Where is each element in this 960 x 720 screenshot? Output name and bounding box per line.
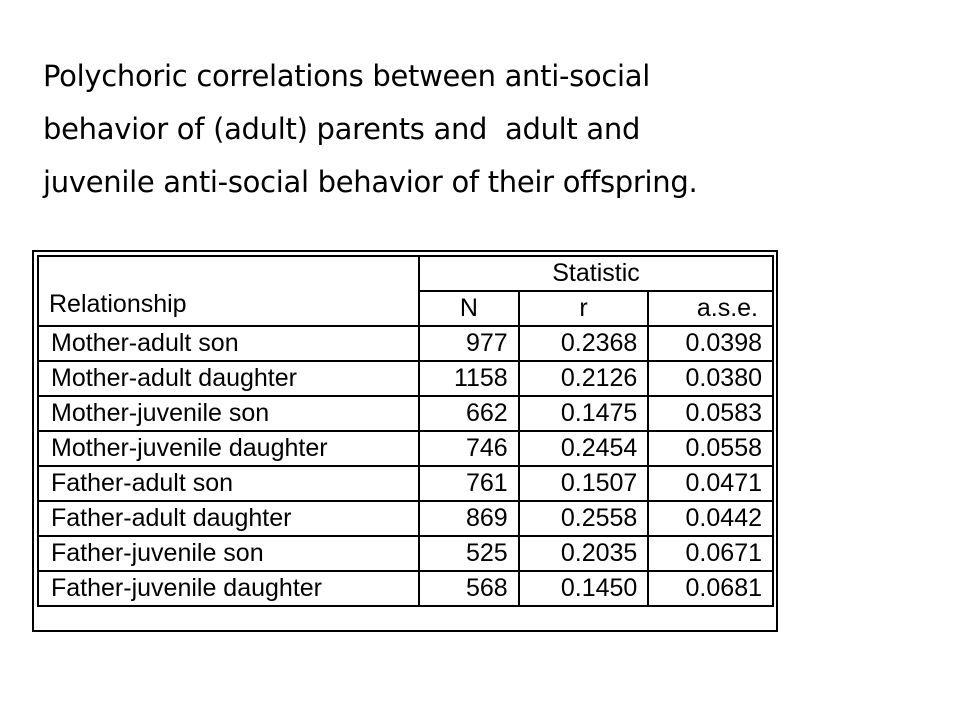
r-cell: 0.2454 [519,431,649,466]
ase-cell: 0.0471 [648,466,773,501]
r-cell: 0.1450 [519,571,649,606]
n-cell: 869 [419,501,519,536]
title-line: juvenile anti-social behavior of their offspring. [43,165,698,199]
column-header-n: N [419,291,519,326]
relationship-cell: Mother-adult son [38,326,419,361]
r-cell: 0.1507 [519,466,649,501]
correlation-table [37,255,774,607]
table-row [38,571,773,606]
relationship-cell: Father-adult daughter [38,501,419,536]
r-cell: 0.2035 [519,536,649,571]
r-cell: 0.1475 [519,396,649,431]
ase-cell: 0.0380 [648,361,773,396]
relationship-cell: Father-juvenile daughter [38,571,419,606]
relationship-cell: Mother-adult daughter [38,361,419,396]
n-cell: 662 [419,396,519,431]
header-row [38,256,773,291]
relationship-cell: Mother-juvenile son [38,396,419,431]
table-row [38,466,773,501]
r-cell: 0.2368 [519,326,649,361]
ase-cell: 0.0681 [648,571,773,606]
ase-cell: 0.0558 [648,431,773,466]
table-row [38,501,773,536]
n-cell: 1158 [419,361,519,396]
n-cell: 977 [419,326,519,361]
relationship-cell: Father-juvenile son [38,536,419,571]
title-line: Polychoric correlations between anti-social [43,59,651,93]
column-header-ase: a.s.e. [648,291,773,326]
table-body [38,326,773,606]
ase-cell: 0.0442 [648,501,773,536]
table-row [38,396,773,431]
relationship-cell: Father-adult son [38,466,419,501]
table-row [38,536,773,571]
relationship-header: Relationship [38,256,419,326]
title-line: behavior of (adult) parents and adult and [43,112,641,146]
table-row [38,431,773,466]
table-row [38,361,773,396]
ase-cell: 0.0583 [648,396,773,431]
n-cell: 525 [419,536,519,571]
column-header-r: r [519,291,649,326]
n-cell: 761 [419,466,519,501]
statistic-header: Statistic [419,256,773,291]
table-header [38,256,773,326]
n-cell: 746 [419,431,519,466]
ase-cell: 0.0398 [648,326,773,361]
page-title [43,50,923,209]
r-cell: 0.2558 [519,501,649,536]
n-cell: 568 [419,571,519,606]
relationship-cell: Mother-juvenile daughter [38,431,419,466]
r-cell: 0.2126 [519,361,649,396]
table-row [38,326,773,361]
ase-cell: 0.0671 [648,536,773,571]
